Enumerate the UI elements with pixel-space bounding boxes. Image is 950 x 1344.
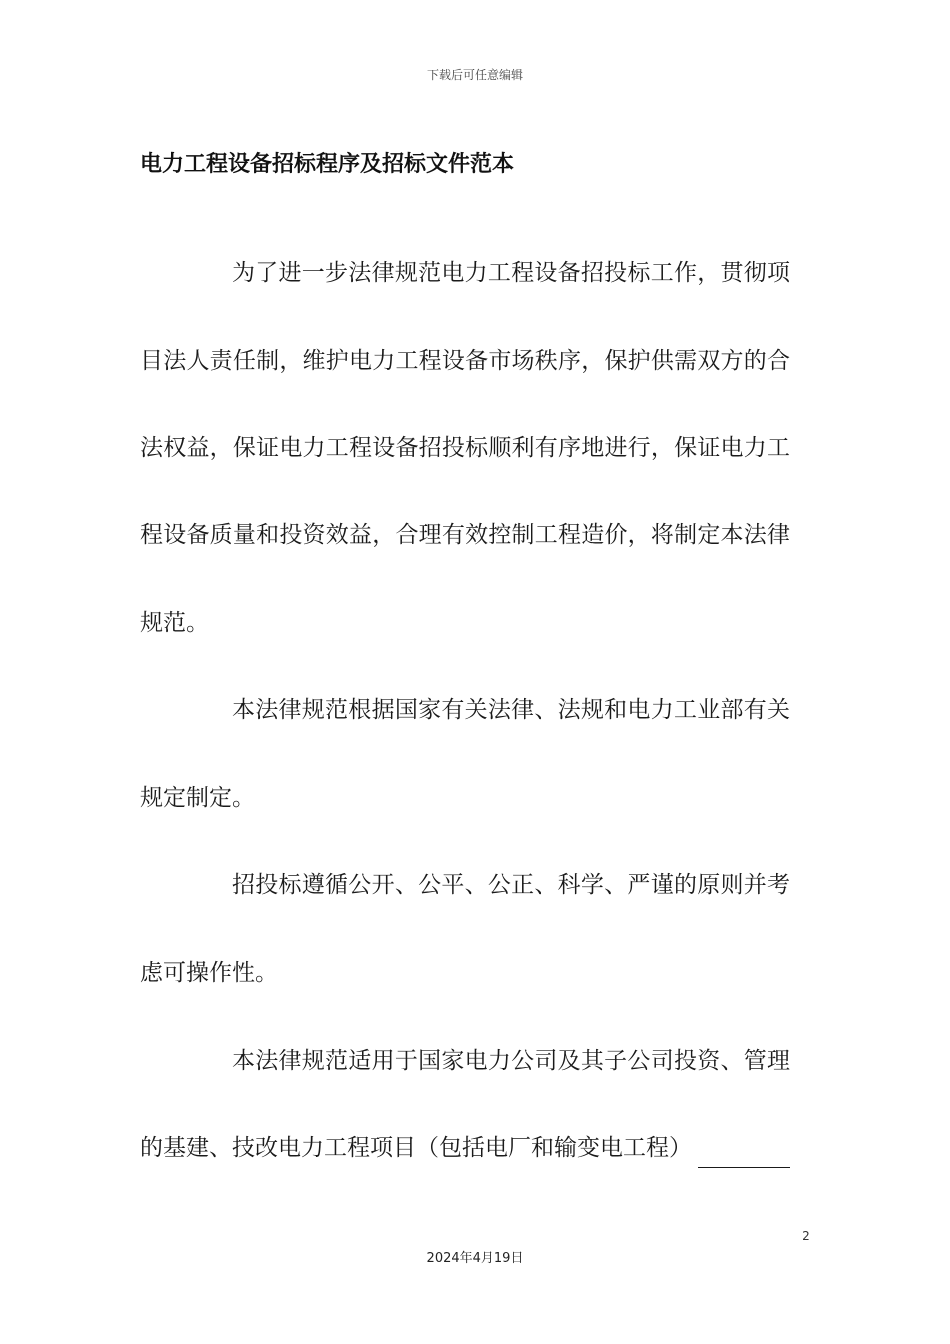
- paragraph-line: 招投标遵循公开、公平、公正、科学、严谨的原则并考: [232, 872, 790, 898]
- paragraph-line: 程设备质量和投资效益，合理有效控制工程造价，将制定本法律: [140, 522, 790, 548]
- document-title: 电力工程设备招标程序及招标文件范本: [140, 152, 515, 177]
- page-footer-date: 2024年4月19日: [426, 1251, 524, 1266]
- paragraph-line: 法权益，保证电力工程设备招投标顺利有序地进行，保证电力工: [140, 435, 790, 461]
- paragraph-line: 本法律规范适用于国家电力公司及其子公司投资、管理: [232, 1048, 790, 1074]
- paragraph-line: 目法人责任制，维护电力工程设备市场秩序，保护供需双方的合: [140, 348, 790, 374]
- paragraph-line-text: 的基建、技改电力工程项目（包括电厂和输变电工程）: [140, 1135, 692, 1161]
- paragraph-line-with-blank: [140, 1128, 790, 1168]
- paragraph-line: 规范。: [140, 610, 209, 636]
- paragraph-line: 规定制定。: [140, 785, 255, 811]
- page-header-note: 下载后可任意编辑: [426, 68, 523, 82]
- fill-in-blank: [698, 1137, 790, 1168]
- page-number: 2: [802, 1229, 810, 1243]
- paragraph-line: 虑可操作性。: [140, 960, 278, 986]
- paragraph-line: 为了进一步法律规范电力工程设备招投标工作，贯彻项: [232, 260, 790, 286]
- paragraph-line: 本法律规范根据国家有关法律、法规和电力工业部有关: [232, 697, 790, 723]
